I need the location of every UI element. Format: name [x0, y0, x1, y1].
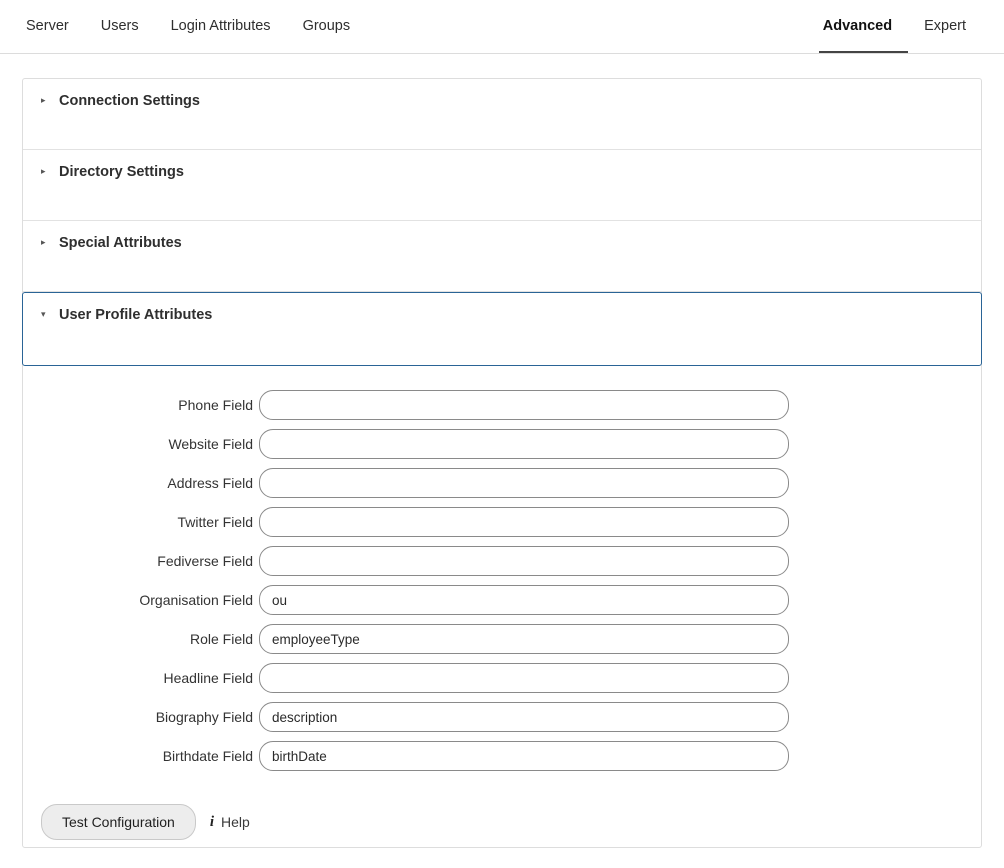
tab-server[interactable]: Server — [26, 18, 69, 34]
input-organisation-field[interactable] — [259, 585, 789, 615]
input-headline-field[interactable] — [259, 663, 789, 693]
section-special-attributes[interactable] — [23, 221, 981, 292]
input-address-field[interactable] — [259, 468, 789, 498]
section-special-attributes-body — [23, 265, 981, 291]
tab-login-attributes[interactable]: Login Attributes — [170, 18, 271, 34]
tab-advanced[interactable]: Advanced — [819, 0, 908, 53]
label-address-field: Address Field — [167, 475, 253, 491]
chevron-down-icon: ▾ — [41, 308, 46, 319]
tab-group-primary — [22, 0, 366, 53]
section-directory-settings-body — [23, 194, 981, 220]
card-footer — [23, 790, 981, 840]
chevron-right-icon: ▸ — [41, 236, 46, 247]
input-birthdate-field[interactable] — [259, 741, 789, 771]
info-icon: i — [209, 813, 215, 830]
label-headline-field: Headline Field — [163, 670, 253, 686]
section-directory-settings[interactable] — [23, 150, 981, 221]
input-phone-field[interactable] — [259, 390, 789, 420]
tab-expert[interactable]: Expert — [924, 18, 966, 34]
settings-card — [22, 78, 982, 848]
form-row-phone-field — [23, 390, 981, 420]
label-birthdate-field: Birthdate Field — [162, 748, 253, 764]
label-phone-field: Phone Field — [178, 397, 253, 413]
label-website-field: Website Field — [168, 436, 253, 452]
form-row-organisation-field — [23, 585, 981, 615]
form-row-fediverse-field — [23, 546, 981, 576]
section-connection-settings-title: Connection Settings — [59, 93, 200, 109]
input-fediverse-field[interactable] — [259, 546, 789, 576]
help-link[interactable] — [210, 814, 250, 831]
form-row-twitter-field — [23, 507, 981, 537]
help-label: Help — [221, 814, 250, 830]
section-connection-settings-header[interactable] — [23, 79, 981, 123]
chevron-right-icon: ▸ — [41, 165, 46, 176]
label-organisation-field: Organisation Field — [139, 592, 253, 608]
form-row-headline-field — [23, 663, 981, 693]
label-twitter-field: Twitter Field — [177, 514, 253, 530]
section-user-profile-attributes-headerfill — [23, 337, 981, 365]
form-row-address-field — [23, 468, 981, 498]
tab-groups[interactable]: Groups — [302, 18, 351, 34]
section-connection-settings-body — [23, 123, 981, 149]
section-user-profile-attributes-header[interactable] — [23, 293, 981, 337]
chevron-right-icon: ▸ — [41, 94, 46, 105]
test-configuration-button[interactable]: Test Configuration — [41, 804, 196, 840]
section-connection-settings[interactable] — [23, 79, 981, 150]
input-biography-field[interactable] — [259, 702, 789, 732]
section-user-profile-attributes[interactable] — [22, 292, 982, 366]
label-role-field: Role Field — [189, 631, 253, 647]
label-biography-field: Biography Field — [155, 709, 253, 725]
input-twitter-field[interactable] — [259, 507, 789, 537]
section-special-attributes-header[interactable] — [23, 221, 981, 265]
label-fediverse-field: Fediverse Field — [157, 553, 253, 569]
tab-bar — [0, 0, 1004, 54]
tab-users[interactable]: Users — [100, 18, 139, 34]
input-website-field[interactable] — [259, 429, 789, 459]
section-directory-settings-header[interactable] — [23, 150, 981, 194]
form-row-website-field — [23, 429, 981, 459]
section-directory-settings-title: Directory Settings — [59, 164, 184, 180]
form-row-role-field — [23, 624, 981, 654]
form-row-biography-field — [23, 702, 981, 732]
user-profile-attributes-form — [23, 366, 981, 790]
input-role-field[interactable] — [259, 624, 789, 654]
form-row-birthdate-field — [23, 741, 981, 771]
section-special-attributes-title: Special Attributes — [59, 235, 182, 251]
tab-group-mode — [819, 0, 982, 53]
section-user-profile-attributes-title: User Profile Attributes — [59, 307, 213, 323]
